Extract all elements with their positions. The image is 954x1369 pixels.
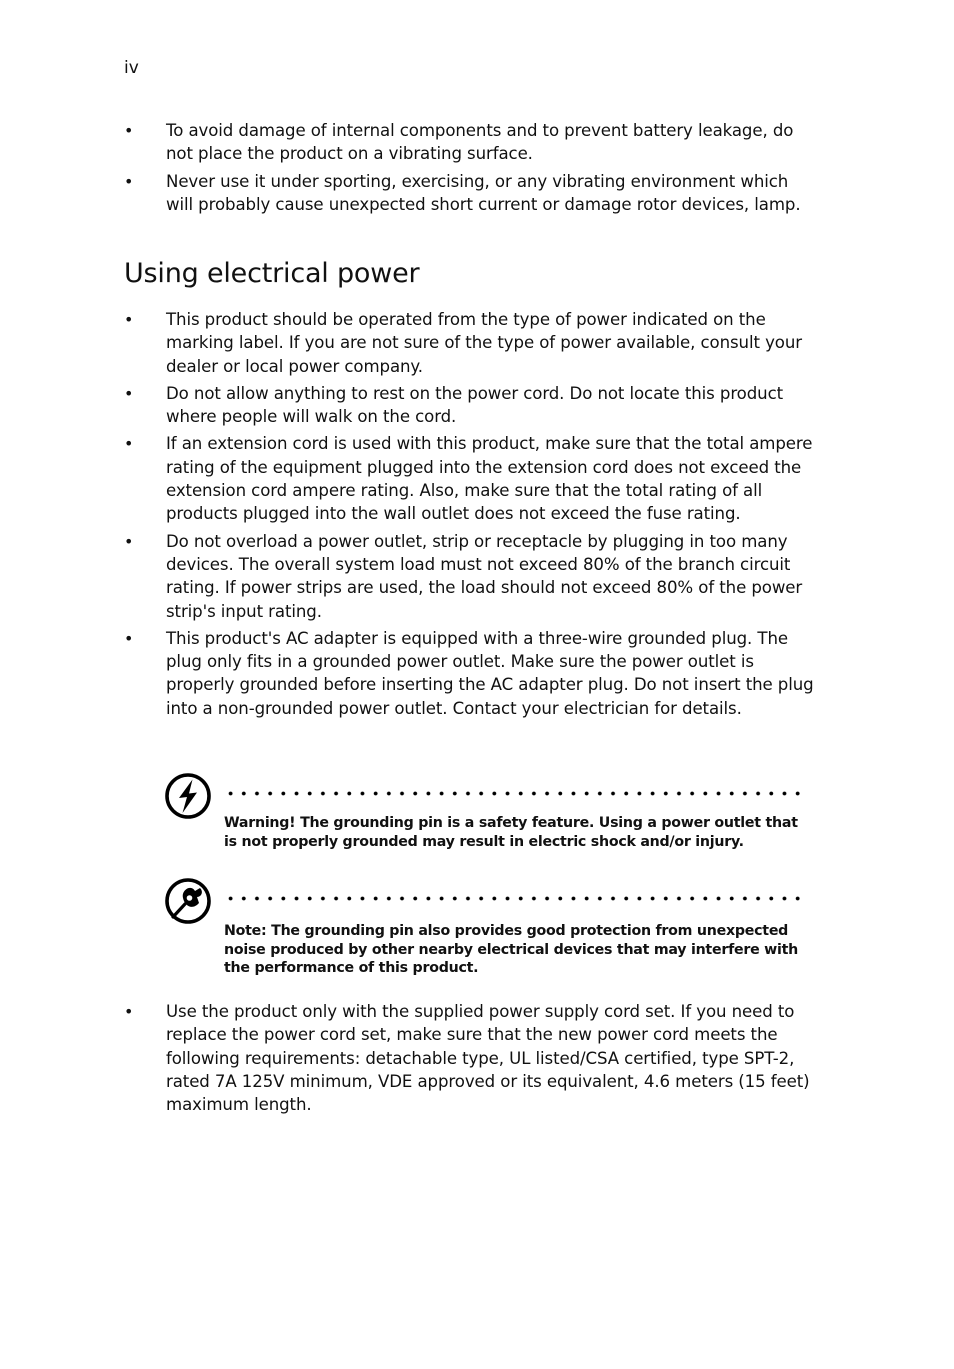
list-item: [124, 119, 814, 166]
list-item-text: Never use it under sporting, exercising, or any vibrating environment which will probably cause unexpected short current or damage rotor devices, lamp.: [166, 171, 801, 214]
safety-bullet-list: [124, 119, 814, 220]
dotted-divider: [224, 896, 808, 901]
list-item-text: This product's AC adapter is equipped with a three-wire grounded plug. The plug only fits in a grounded power outlet. Make sure the power outlet is properly grounded before inserting the AC adapter plug. Do not insert the plug into a non-grounded power outlet. Contact your electrician for details.: [166, 628, 814, 718]
bullet-icon: •: [124, 531, 134, 551]
bullet-icon: •: [124, 434, 134, 454]
bullet-icon: •: [124, 310, 134, 329]
bullet-icon: •: [124, 171, 134, 191]
dotted-divider: [224, 791, 808, 796]
warning-icon: [164, 772, 212, 820]
list-item-text: If an extension cord is used with this product, make sure that the total ampere rating of the equipment plugged into the extension cord does not exceed the extension cord ampere rating. Also, make sure that the total rating of all products plugged into the wall outlet does not exceed the fuse rating.: [166, 434, 813, 524]
bullet-icon: •: [124, 1002, 134, 1021]
list-item: [124, 382, 814, 429]
list-item-text: To avoid damage of internal components and to prevent battery leakage, do not place the product on a vibrating surface.: [166, 121, 794, 164]
list-item: [124, 1000, 814, 1116]
bullet-icon: •: [124, 383, 134, 403]
page-number: iv: [124, 58, 139, 78]
list-item: [124, 627, 814, 720]
list-item: [124, 530, 814, 623]
bullet-icon: •: [124, 121, 134, 140]
list-item-text: Do not overload a power outlet, strip or receptacle by plugging in too many devices. The overall system load must not exceed 80% of the branch circuit rating. If power strips are used, the load should not exceed 80% of the power strip's input rating.: [166, 531, 803, 621]
list-item-text: This product should be operated from the type of power indicated on the marking label. If you are not sure of the type of power available, consult your dealer or local power company.: [166, 310, 802, 376]
warning-text: Warning! The grounding pin is a safety feature. Using a power outlet that is not properly grounded may result in electric shock and/or injury.: [224, 815, 798, 850]
note-icon: [164, 877, 212, 925]
list-item: [124, 308, 814, 378]
list-item-text: Do not allow anything to rest on the power cord. Do not locate this product where people will walk on the cord.: [166, 383, 784, 427]
list-item-text: Use the product only with the supplied power supply cord set. If you need to replace the power cord set, make sure that the new power cord meets the following requirements: detachable type, UL listed/CSA certified, type SPT-2, rated 7A 125V minimum, VDE approved or its equivalent, 4.6 meters (15 feet) maximum length.: [166, 1002, 810, 1115]
bullet-icon: •: [124, 628, 134, 648]
note-text: Note: The grounding pin also provides good protection from unexpected noise produced by other nearby electrical devices that may interfere with the performance of this product.: [224, 923, 799, 976]
list-item: [124, 432, 814, 525]
cord-bullet-list: [124, 1000, 814, 1120]
power-bullet-list: [124, 308, 814, 724]
list-item: [124, 170, 814, 217]
section-heading: Using electrical power: [124, 258, 420, 289]
